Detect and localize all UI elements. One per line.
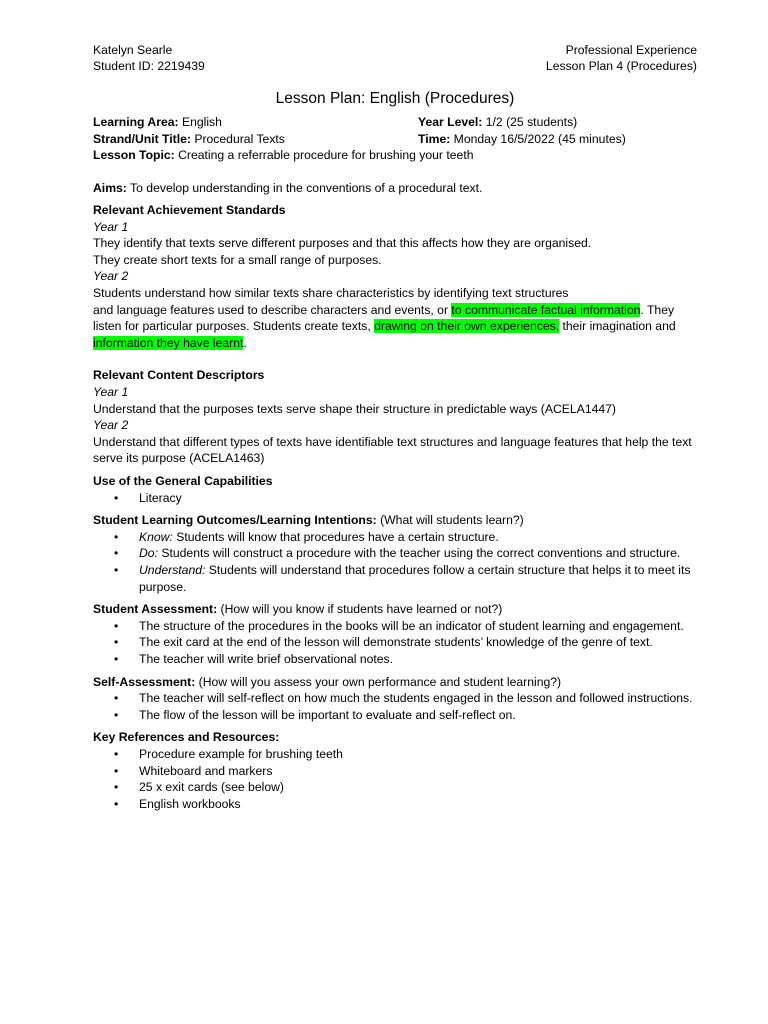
list-item: • Whiteboard and markers <box>114 763 273 778</box>
section-heading-line: Self-Assessment: (How will you assess your own performance and student learning?) <box>93 674 562 689</box>
list-item: • Literacy <box>114 490 182 505</box>
bullet-icon: • <box>114 763 119 778</box>
page-title: Lesson Plan: English (Procedures) <box>275 90 515 107</box>
student-assessment <box>93 601 697 667</box>
content-descriptors <box>93 367 697 467</box>
paragraph: They create short texts for a small range of purposes. <box>93 252 382 267</box>
bullet-icon: • <box>114 796 119 811</box>
general-capabilities <box>93 473 697 506</box>
paragraph: They identify that texts serve different purposes and that this affects how they are organised. <box>93 236 592 251</box>
list-item: • The exit card at the end of the lesson will demonstrate students’ knowledge of the genre of text. <box>114 635 653 650</box>
list-item: • Procedure example for brushing teeth <box>114 746 343 761</box>
bullet-icon: • <box>114 546 119 561</box>
lesson-number: Lesson Plan 4 (Procedures) <box>545 59 697 73</box>
bullet-icon: • <box>114 529 119 544</box>
section-heading-line: Student Assessment: (How will you know if students have learned or not?) <box>93 602 503 617</box>
references-resources <box>93 729 697 812</box>
bullet-icon: • <box>114 618 119 633</box>
section-heading: Relevant Content Descriptors <box>93 368 265 383</box>
bullet-icon: • <box>114 651 119 666</box>
paragraph: Students understand how similar texts share characteristics by identifying text structures <box>93 286 569 301</box>
list-item: • The flow of the lesson will be important to evaluate and self-reflect on. <box>114 707 516 722</box>
bullet-icon: • <box>114 490 119 505</box>
highlight: drawing on their own experiences, <box>374 319 560 334</box>
resources-list <box>93 746 697 812</box>
section-heading: Use of the General Capabilities <box>93 474 273 488</box>
list-item: • 25 x exit cards (see below) <box>114 780 284 795</box>
page-header <box>93 42 697 74</box>
paragraph: Understand that different types of texts have identifiable text structures and language features that help the text serve its purpose (ACELA1463) <box>93 434 692 466</box>
highlight: information they have learnt <box>93 335 244 350</box>
capabilities-list <box>93 490 697 507</box>
paragraph: and language features used to describe characters and events, or to communicate factual information. They listen for particular purposes. Students create texts, drawing on their own experiences, their imagination and information they have learnt. <box>93 302 676 350</box>
student-id: Student ID: 2219439 <box>93 59 205 73</box>
achievement-standards <box>93 202 697 351</box>
learning-outcomes <box>93 512 697 595</box>
list-item: • The teacher will self-reflect on how much the students engaged in the lesson and followed instructions. <box>114 691 693 706</box>
year-label: Year 1 <box>93 385 129 400</box>
outcomes-list <box>93 529 697 595</box>
bullet-icon: • <box>114 707 119 722</box>
year-label: Year 2 <box>93 418 129 433</box>
year-label: Year 1 <box>93 219 129 234</box>
bullet-icon: • <box>114 562 119 577</box>
section-heading-line: Student Learning Outcomes/Learning Intentions: (What will students learn?) <box>93 513 524 528</box>
list-item: • Understand: Students will understand that procedures follow a certain structure that helps it to meet its purpose. <box>114 562 691 594</box>
bullet-icon: • <box>114 691 119 706</box>
unit-name: Professional Experience <box>565 43 697 57</box>
list-item: • The teacher will write brief observational notes. <box>114 651 394 666</box>
bullet-icon: • <box>114 635 119 650</box>
course-block <box>546 42 697 74</box>
assessment-list <box>93 618 697 668</box>
bullet-icon: • <box>114 780 119 795</box>
year-level: Year Level: 1/2 (25 students) <box>418 115 578 129</box>
highlight: to communicate factual information <box>451 302 641 317</box>
lesson-meta <box>93 114 697 164</box>
self-assessment-list <box>93 690 697 723</box>
list-item: • Do: Students will construct a procedure with the teacher using the correct conventions and structure. <box>114 546 681 561</box>
lesson-time: Time: Monday 16/5/2022 (45 minutes) <box>418 131 626 146</box>
document-page <box>93 42 697 812</box>
list-item: • English workbooks <box>114 796 241 811</box>
strand-title: Strand/Unit Title: Procedural Texts <box>93 131 285 146</box>
list-item: • The structure of the procedures in the books will be an indicator of student learning and engagement. <box>114 618 684 633</box>
aims: Aims: To develop understanding in the conventions of a procedural text. <box>93 180 483 195</box>
paragraph: Understand that the purposes texts serve shape their structure in predictable ways (ACELA1447) <box>93 401 616 416</box>
section-heading: Relevant Achievement Standards <box>93 203 286 218</box>
list-item: • Know: Students will know that procedures have a certain structure. <box>114 529 499 544</box>
section-heading: Key References and Resources: <box>93 730 280 745</box>
learning-area: Learning Area: English <box>93 115 222 129</box>
lesson-topic: Lesson Topic: Creating a referrable procedure for brushing your teeth <box>93 148 474 162</box>
self-assessment <box>93 674 697 724</box>
year-label: Year 2 <box>93 269 129 284</box>
author-block <box>93 42 205 74</box>
author-name: Katelyn Searle <box>93 43 173 57</box>
bullet-icon: • <box>114 746 119 761</box>
